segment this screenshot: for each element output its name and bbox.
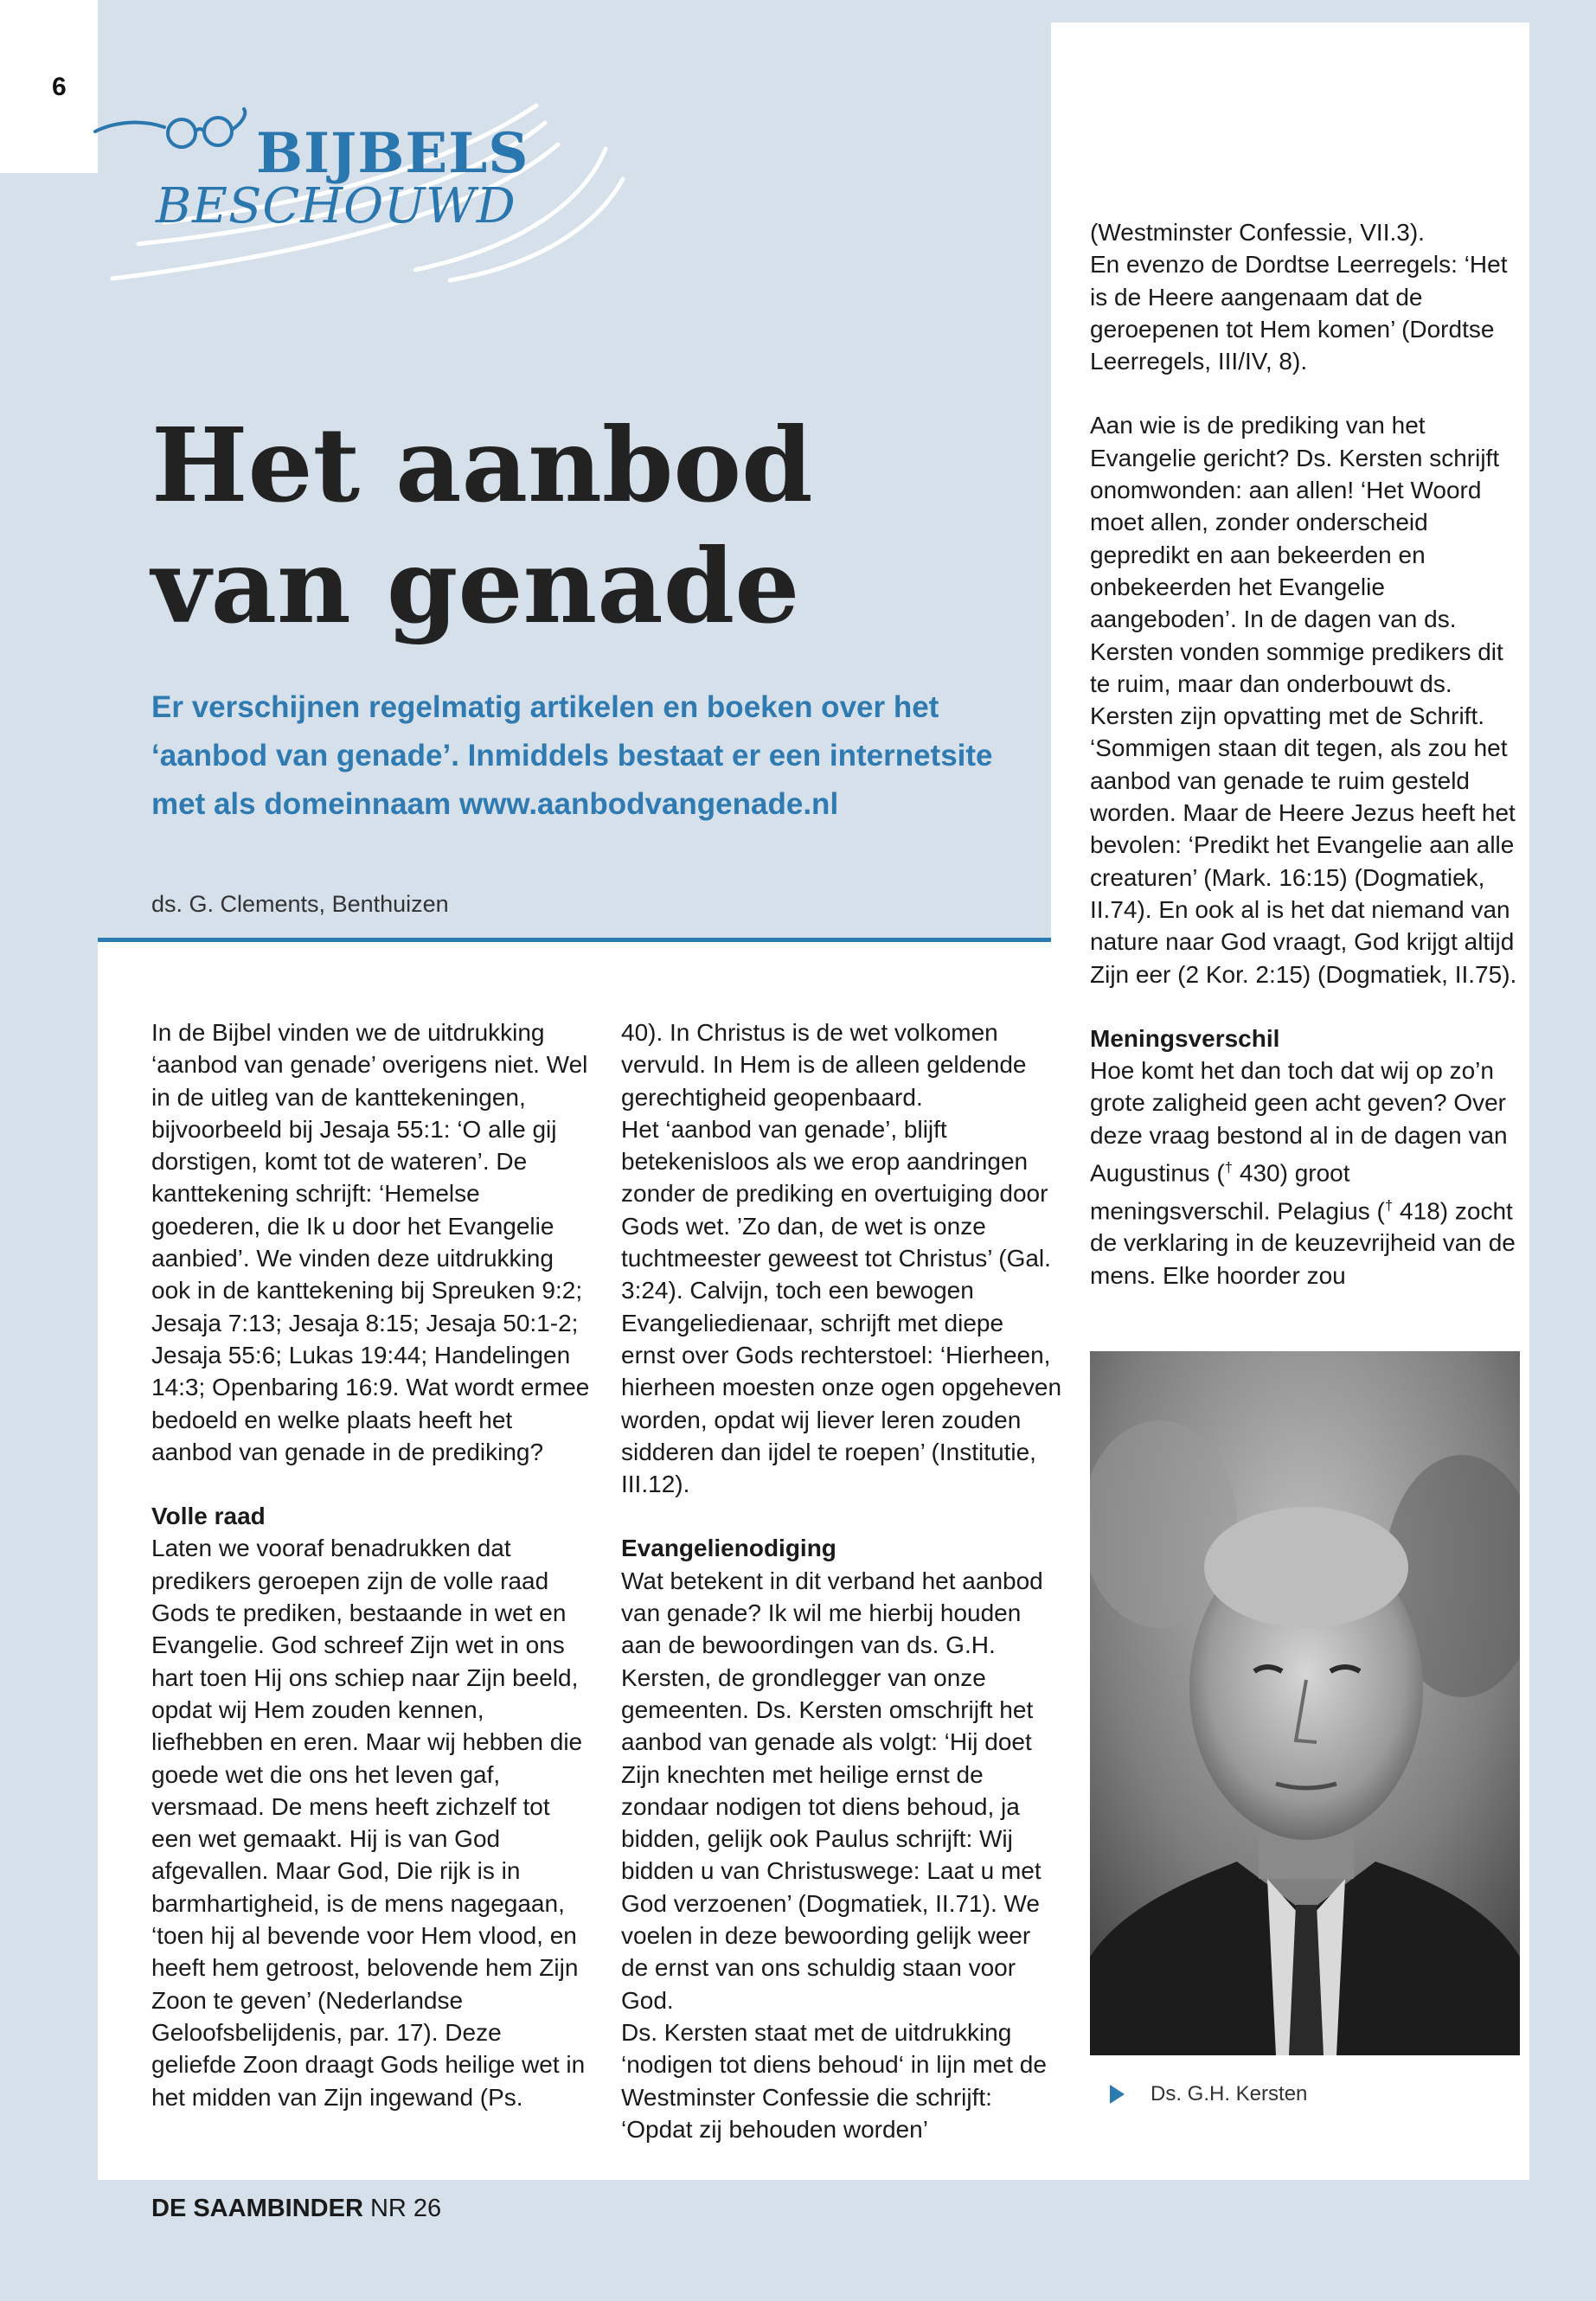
column-3 <box>1090 216 1527 1292</box>
photo-caption: Ds. G.H. Kersten <box>1151 2082 1308 2106</box>
section-heading-volle-raad: Volle raad <box>151 1503 266 1530</box>
issue-number: NR 26 <box>369 2195 442 2222</box>
paragraph: In de Bijbel vinden we de uitdrukking ‘aanbod van genade’ overigens niet. Wel in de uitleg van de kanttekeningen, bijvoorbeeld bij Jesaja 55:1: ‘O alle gij dorstigen, komt tot de wateren’. De kanttekening schrijft: ‘Hemelse goederen, die Ik u door het Evangelie aanbied’. We vinden deze uitdrukking ook in de kanttekening bij Spreuken 9:2; Jesaja 7:13; Jesaja 8:15; Jesaja 50:1-2; Jesaja 55:6; Lukas 19:44; Handelingen 14:3; Openbaring 16:9. Wat wordt ermee bedoeld en welke plaats heeft het aanbod van genade in de prediking? <box>151 1019 590 1465</box>
article-author: ds. G. Clements, Benthuizen <box>151 891 449 917</box>
paragraph: (Westminster Confessie, VII.3). <box>1090 219 1425 246</box>
logo-bijbels: BIJBELS <box>256 121 529 186</box>
section-heading-evangelienodiging: Evangelienodiging <box>621 1535 836 1562</box>
header-divider <box>98 938 1051 942</box>
column-1 <box>151 1016 593 2113</box>
dagger: † <box>1224 1159 1234 1176</box>
paragraph: Ds. Kersten staat met de uitdrukking ‘nodigen tot diens behoud‘ in lijn met de Westminster Confessie die schrijft: ‘Opdat zij behouden worden’ <box>621 2018 1047 2143</box>
footer <box>151 2195 441 2223</box>
page-number-tab <box>0 0 98 173</box>
title-line-2: van genade <box>151 526 800 646</box>
paragraph: En evenzo de Dordtse Leerregels: ‘Het is de Heere aangenaam dat de geroepenen tot Hem komen’ (Dordtse Leerregels, III/IV, 8). <box>1090 251 1508 375</box>
page-number: 6 <box>52 73 67 101</box>
paragraph: 40). In Christus is de wet volkomen vervuld. In Hem is de alleen geldende gerechtigheid geopenbaard. <box>621 1019 1027 1111</box>
section-heading-meningsverschil: Meningsverschil <box>1090 1024 1280 1052</box>
logo-beschouwd: BESCHOUWD <box>156 178 516 234</box>
paragraph: Hoe komt het dan toch dat wij op zo’n grote zaligheid geen acht geven? Over deze vraag bestond al in de dagen van Augustinus († 430) groot meningsverschil. Pelagius († 418) zocht de verklaring in de keuzevrijheid van de mens. Elke hoorder zou <box>1090 1057 1516 1289</box>
title-line-1: Het aanbod <box>151 405 813 525</box>
background-right <box>1529 22 1596 2185</box>
paragraph: Het ‘aanbod van genade’, blijft betekenisloos als we erop aandringen zonder de prediking en overtuiging door Gods wet. ’Zo dan, de wet is onze tuchtmeester geweest tot Christus’ (Gal. 3:24). Calvijn, toch een bewogen Evangeliedienaar, schrijft met diepe ernst over Gods rechterstoel: ‘Hierheen, hierheen moesten onze ogen opgeheven worden, opdat wij liever leren zouden sidderen dan ijdel te roepen’ (Institutie, III.12). <box>621 1115 1062 1498</box>
background-top <box>0 0 1596 22</box>
dagger: † <box>1384 1196 1394 1214</box>
paragraph: Aan wie is de prediking van het Evangelie gericht? Ds. Kersten schrijft onomwonden: aan allen! ‘Het Woord moet allen, zonder onderscheid gepredikt en aan bekeerden en onbekeerden het Evangelie aangeboden’. In de dagen van ds. Kersten vonden sommige predikers dit te ruim, maar dan onderbouwt ds. Kersten zijn opvatting met de Schrift. ‘Sommigen staan dit tegen, als zou het aanbod van genade te ruim gesteld worden. Maar de Heere Jezus heeft het bevolen: ‘Predikt het Evangelie aan alle creaturen’ (Mark. 16:15) (Dogmatiek, II.74). En ook al is het dat niemand van nature naar God vraagt, God krijgt altijd Zijn eer (2 Kor. 2:15) (Dogmatiek, II.75). <box>1090 412 1517 988</box>
paragraph: Laten we vooraf benadrukken dat predikers geroepen zijn de volle raad Gods te prediken, bestaande in wet en Evangelie. God schreef Zijn wet in ons hart toen Hij ons schiep naar Zijn beeld, opdat wij Hem zouden kennen, liefhebben en eren. Maar wij hebben die goede wet die ons het leven gaf, versmaad. De mens heeft zichzelf tot een wet gemaakt. Hij is van God afgevallen. Maar God, Die rijk is in barmhartigheid, is de mens nagegaan, ‘toen hij al bevende voor Hem vlood, en heeft hem getroost, belovende hem Zijn Zoon te geven’ (Nederlandse Geloofsbelijdenis, par. 17). Deze geliefde Zoon draagt Gods heilige wet in het midden van Zijn ingewand (Ps. <box>151 1535 586 2111</box>
article-title <box>151 405 1016 647</box>
portrait-photo <box>1090 1351 1520 2055</box>
magazine-name: DE SAAMBINDER <box>151 2195 363 2222</box>
paragraph: Wat betekent in dit verband het aanbod van genade? Ik wil me hierbij houden aan de bewoordingen van ds. G.H. Kersten, de grondlegger van onze gemeenten. Ds. Kersten omschrijft het aanbod van genade als volgt: ‘Hij doet Zijn knechten met heilige ernst de zondaar nodigen tot diens behoud, ja bidden, gelijk ook Paulus schrijft: Wij bidden u van Christuswege: Laat u met God verzoenen’ (Dogmatiek, II.71). We voelen in deze bewoording gelijk weer de ernst van ons schuldig staan voor God. <box>621 1567 1043 2014</box>
caption-arrow-icon <box>1110 2085 1125 2104</box>
background-left <box>0 0 98 2301</box>
column-2 <box>621 1016 1062 2145</box>
article-intro: Er verschijnen regelmatig artikelen en boeken over het ‘aanbod van genade’. Inmiddels bestaat er een internetsite met als domeinnaam www.aanbodvangenade.nl <box>151 690 993 821</box>
